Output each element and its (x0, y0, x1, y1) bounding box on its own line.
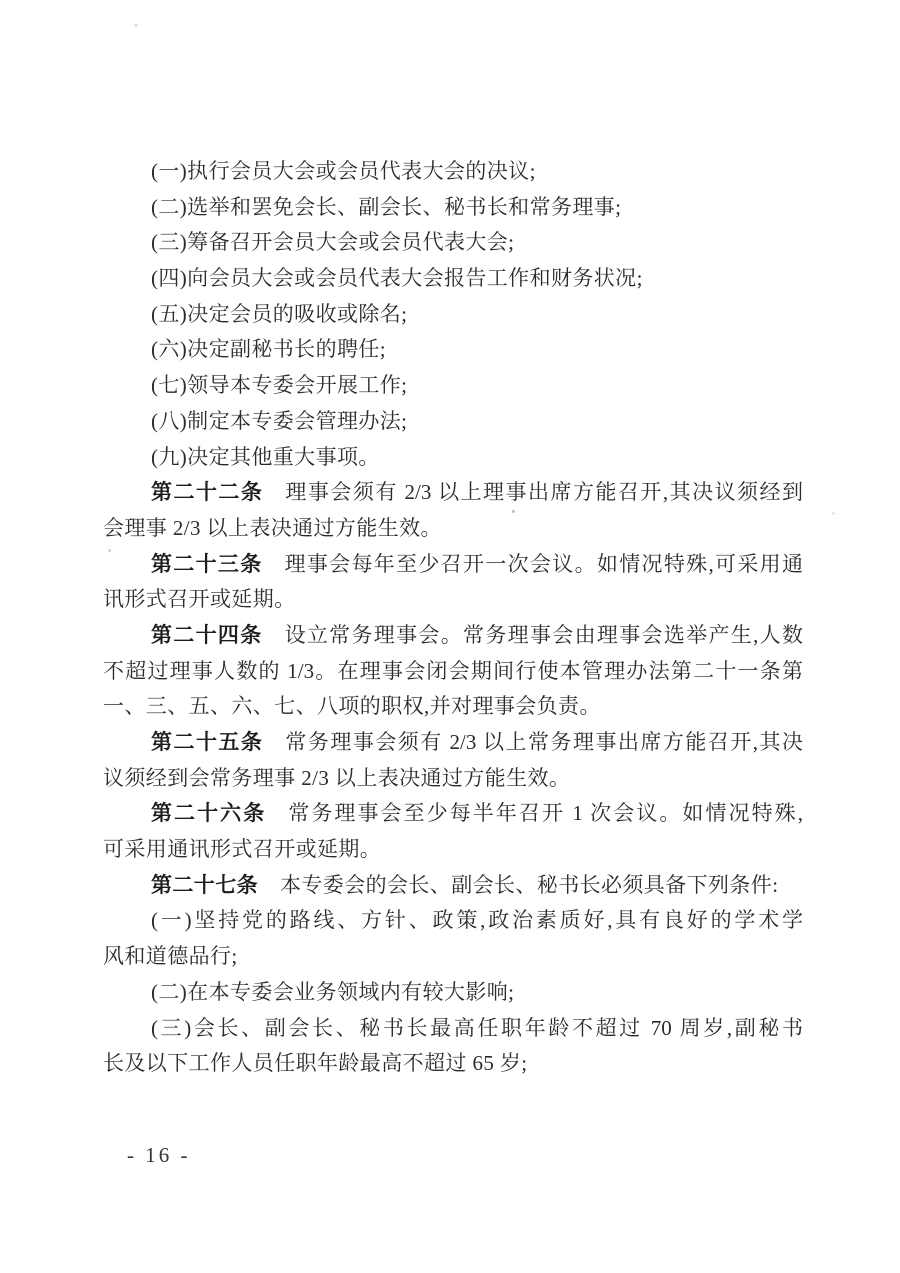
line-text: 理事会每年至少召开一次会议。如情况特殊,可采用通 (284, 551, 803, 576)
text-line-1 (103, 154, 803, 190)
line-text: (四)向会员大会或会员代表大会报告工作和财务状况; (151, 266, 643, 291)
line-text: 理事会须有 2/3 以上理事出席方能召开,其决议须经到 (285, 480, 804, 505)
line-text: (三)会长、副会长、秘书长最高任职年龄不超过 70 周岁,副秘书 (151, 1015, 803, 1040)
article-number: 第二十五条 (151, 730, 264, 754)
article-number: 第二十四条 (151, 622, 263, 647)
text-line-9 (103, 440, 803, 476)
line-text: 本专委会的会长、副会长、秘书长必须具备下列条件: (280, 872, 779, 897)
text-line-20 (103, 832, 803, 868)
line-text: 议须经到会常务理事 2/3 以上表决通过方能生效。 (103, 765, 571, 790)
text-line-4 (103, 261, 803, 297)
scan-speck (512, 510, 515, 513)
scan-speck (108, 549, 111, 552)
text-block (103, 154, 803, 1082)
text-line-13 (103, 582, 803, 618)
text-line-6 (103, 332, 803, 368)
article-number: 第二十二条 (151, 480, 264, 505)
text-line-24 (103, 975, 803, 1011)
text-line-5 (103, 297, 803, 333)
line-text: 长及以下工作人员任职年龄最高不超过 65 岁; (103, 1051, 528, 1076)
text-line-16 (103, 689, 803, 725)
line-text: 讯形式召开或延期。 (103, 587, 296, 612)
text-line-3 (103, 225, 803, 261)
article-number: 第二十六条 (151, 801, 267, 826)
line-text: 会理事 2/3 以上表决通过方能生效。 (103, 515, 442, 540)
text-line-21 (103, 868, 803, 904)
text-line-18 (103, 761, 803, 797)
line-text: (二)在本专委会业务领域内有较大影响; (151, 979, 515, 1004)
text-line-25 (103, 1011, 803, 1047)
text-line-12 (103, 547, 803, 583)
line-text: (七)领导本专委会开展工作; (151, 373, 408, 398)
scan-speck (832, 512, 835, 515)
line-text: (一)坚持党的路线、方针、政策,政治素质好,具有良好的学术学 (151, 908, 803, 933)
text-line-22 (103, 903, 803, 939)
scan-speck (134, 24, 138, 27)
line-text: 设立常务理事会。常务理事会由理事会选举产生,人数 (284, 622, 803, 647)
line-text: (二)选举和罢免会长、副会长、秘书长和常务理事; (151, 194, 622, 219)
text-line-15 (103, 654, 803, 690)
line-text: 常务理事会须有 2/3 以上常务理事出席方能召开,其决 (285, 730, 804, 754)
text-line-7 (103, 368, 803, 404)
text-line-11 (103, 511, 803, 547)
line-text: 可采用通讯形式召开或延期。 (103, 837, 382, 862)
line-text: 一、三、五、六、七、八项的职权,并对理事会负责。 (103, 694, 601, 719)
line-text: 不超过理事人数的 1/3。在理事会闭会期间行使本管理办法第二十一条第 (103, 658, 803, 683)
line-text: 风和道德品行; (103, 944, 238, 969)
text-line-19 (103, 796, 803, 832)
line-text: (一)执行会员大会或会员代表大会的决议; (151, 159, 536, 183)
text-line-2 (103, 190, 803, 226)
article-number: 第二十七条 (151, 872, 258, 897)
line-text: (九)决定其他重大事项。 (151, 444, 380, 469)
text-line-14 (103, 618, 803, 654)
article-number: 第二十三条 (151, 551, 263, 576)
text-line-23 (103, 939, 803, 975)
line-text: (三)筹备召开会员大会或会员代表大会; (151, 230, 515, 255)
line-text: (五)决定会员的吸收或除名; (151, 301, 408, 326)
text-line-26 (103, 1046, 803, 1082)
line-text: 常务理事会至少每半年召开 1 次会议。如情况特殊, (288, 801, 803, 826)
text-line-10 (103, 475, 803, 511)
line-text: (六)决定副秘书长的聘任; (151, 337, 387, 362)
text-line-17 (103, 725, 803, 761)
text-line-8 (103, 404, 803, 440)
line-text: (八)制定本专委会管理办法; (151, 408, 408, 433)
page-number: - 16 - (127, 1143, 191, 1167)
